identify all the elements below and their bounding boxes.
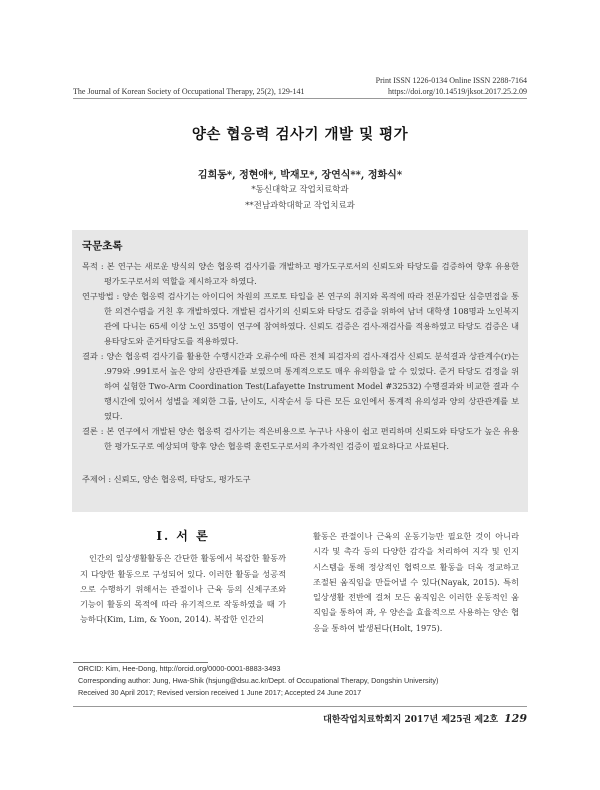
footer-divider <box>73 706 527 707</box>
footer-journal-issue: 대한작업치료학회지 2017년 제25권 제2호 <box>323 715 499 725</box>
doi-text[interactable]: https://doi.org/10.14519/jksot.2017.25.2.09 <box>388 87 527 96</box>
footnotes <box>78 663 438 698</box>
footnote-orcid: ORCID: Kim, Hee-Dong, http://orcid.org/0000-0001-8883-3493 <box>78 664 281 673</box>
abstract-methods: 연구방법 : 양손 협응력 검사기는 아이디어 차원의 프로토 타입을 본 연구의 취지와 목적에 따라 전문가집단 심층면접을 통한 의견수렴을 거친 후 개발하였다. 개발된 검사기의 신뢰도와 타당도 검증을 위하여 남녀 대학생 108명과 노인복지관에 다니는 65세 이상 노인 35명이 연구에 참여하였다. 신뢰도 검증은 검사-재검사를 적용하였고 타당도 검증은 내용타당도와 준거타당도를 적용하였다. <box>82 291 519 346</box>
body-paragraph-left: 인간의 일상생활활동은 간단한 활동에서 복잡한 활동까지 다양한 활동으로 구성되어 있다. 이러한 활동을 성공적으로 수행하기 위해서는 관절이나 근육 등의 신체구조와 기능이 활동의 목적에 따라 유기적으로 작동하였을 때 가능하다(Kim, Lim, & Yoon, 2014). 복잡한 인간의 <box>80 553 286 625</box>
abstract-results: 결과 : 양손 협응력 검사기를 활용한 수행시간과 오류수에 따른 전체 피검자의 검사-재검사 신뢰도 분석결과 상관계수(r)는 .979와 .991로서 높은 양의 상관관계를 보였으며 통계적으로도 매우 유의함을 알 수 있었다. 준거 타당도 검정을 위하여 실험한 Two-Arm Coordination Test(Lafayette Instrument Model #32532) 수행결과와 비교한 결과 수행시간에 있어서 성별을 제외한 그룹, 난이도, 시작순서 등 다른 모든 요인에서 통계적 유의성과 양의 상관관계를 보였다. <box>82 351 519 421</box>
abstract-heading: 국문초록 <box>82 240 123 252</box>
footnote-corresponding-author: Corresponding author: Jung, Hwa-Shik (hsjung@dsu.ac.kr/Dept. of Occupational Therapy, Dongshin University) <box>78 675 439 685</box>
abstract-box <box>72 230 528 512</box>
header-divider <box>73 98 527 99</box>
footnote-received-dates: Received 30 April 2017; Revised version received 1 June 2017; Accepted 24 June 2017 <box>78 687 362 697</box>
issn-text: Print ISSN 1226-0134 Online ISSN 2288-7164 <box>375 76 527 85</box>
affiliation-2: **전남과학대학교 작업치료과 <box>245 201 355 211</box>
abstract-keywords: 주제어 : 신뢰도, 양손 협응력, 타당도, 평가도구 <box>82 474 251 484</box>
body-column-right <box>313 529 519 636</box>
body-paragraph-right: 활동은 관절이나 근육의 운동기능만 필요한 것이 아니라 시각 및 촉각 등의 다양한 감각을 처리하여 지각 및 인지 시스템을 통해 정상적인 협력으로 활동을 더욱 정교하고 조절된 움직임을 만들어낼 수 있다(Nayak, 2015). 특히 일상생활 전반에 걸쳐 모든 움직임은 이러한 운동적인 움직임을 통하여 좌, 우 양손을 효율적으로 사용하는 양손 협응을 통하여 발생된다(Holt, 1975). <box>313 531 519 633</box>
journal-citation: The Journal of Korean Society of Occupational Therapy, 25(2), 129-141 <box>73 87 305 96</box>
page-number: 129 <box>504 712 527 725</box>
affiliation-1: *동신대학교 작업치료학과 <box>251 185 349 195</box>
page-footer <box>323 712 527 725</box>
body-column-left <box>80 529 286 628</box>
abstract-conclusion: 결론 : 본 연구에서 개발된 양손 협응력 검사기는 적은비용으로 누구나 사용이 쉽고 편리하며 신뢰도와 타당도가 높은 유용한 평가도구로 예상되며 향후 양손 협응력 훈련도구로서의 추가적인 검증이 필요하다고 사료된다. <box>82 426 519 451</box>
paper-title: 양손 협응력 검사기 개발 및 평가 <box>191 126 409 143</box>
author-list: 김희동*, 정현애*, 박재모*, 장연식**, 정화식* <box>197 170 403 181</box>
abstract-purpose: 목적 : 본 연구는 새로운 방식의 양손 협응력 검사기를 개발하고 평가도구로서의 신뢰도와 타당도를 검증하여 향후 유용한 평가도구로서의 역할을 제시하고자 하였다. <box>82 261 519 286</box>
section-title-introduction: Ⅰ. 서 론 <box>156 529 210 543</box>
header-issn-doi <box>376 75 527 97</box>
